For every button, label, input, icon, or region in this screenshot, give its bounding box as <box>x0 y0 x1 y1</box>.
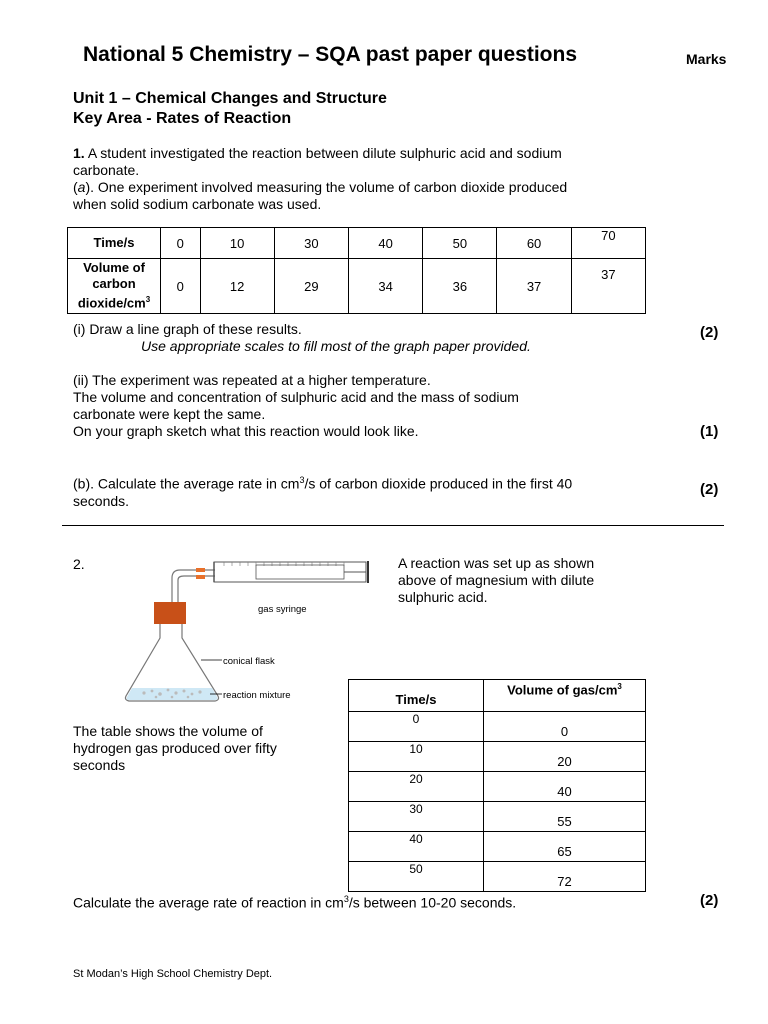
section-divider <box>62 525 724 526</box>
label-conical-flask: conical flask <box>223 656 275 667</box>
table-cell: 30 <box>274 228 348 259</box>
table-cell: 65 <box>484 832 646 862</box>
key-area-heading: Key Area - Rates of Reaction <box>73 110 292 127</box>
table-row <box>349 680 646 712</box>
q1-part-i: (i) Draw a line graph of these results. <box>73 321 302 337</box>
table-cell: 29 <box>274 259 348 314</box>
table-header-volume: Volume of carbon dioxide/$cm^3$ <box>68 259 161 314</box>
table-cell: 10 <box>349 742 484 772</box>
table-cell: 20 <box>484 742 646 772</box>
table-cell: 12 <box>200 259 274 314</box>
connector-bottom <box>196 575 205 579</box>
table-row <box>68 259 646 314</box>
table-cell: 20 <box>349 772 484 802</box>
label-reaction-mixture: reaction mixture <box>223 690 291 701</box>
q1-intro-line2: carbonate. <box>73 162 140 178</box>
q1-intro <box>73 145 653 213</box>
table-cell: 0 <box>484 712 646 742</box>
table-cell: 36 <box>423 259 497 314</box>
table-cell: 50 <box>423 228 497 259</box>
table-cell: 50 <box>349 862 484 892</box>
q1-part-b: (b). Calculate the average rate in $cm^3/s$ of carbon dioxide produced in the first 40 seconds. <box>73 475 573 509</box>
q1-intro-line1: A student investigated the reaction between dilute sulphuric acid and sodium <box>87 145 562 161</box>
q1-part-ii: (ii) The experiment was repeated at a higher temperature. The volume and concentration of sulphuric acid and the mass of sodium carbonate were kept the same. On your graph sketch what this reaction would look like. <box>73 372 519 439</box>
table-cell: 37 <box>497 259 571 314</box>
table-header-time: Time/s <box>68 228 161 259</box>
q1-part-a-line2: when solid sodium carbonate was used. <box>73 196 322 212</box>
delivery-tube-inner <box>178 576 215 602</box>
connector-top <box>196 568 205 572</box>
q1-part-a-line1: (a). One experiment involved measuring the volume of carbon dioxide produced <box>73 179 568 195</box>
q2-description: A reaction was set up as shown above of magnesium with dilute sulphuric acid. <box>398 555 595 605</box>
table-row <box>349 712 646 742</box>
table-cell: 10 <box>200 228 274 259</box>
table-cell: 0 <box>349 712 484 742</box>
table-cell: 55 <box>484 802 646 832</box>
table-header-time: Time/s <box>349 680 484 712</box>
label-gas-syringe: gas syringe <box>258 604 307 615</box>
q2-question: Calculate the average rate of reaction in $cm^3/s$ between 10-20 seconds. <box>73 894 517 911</box>
syringe-scale <box>224 562 344 566</box>
q2-table-description: The table shows the volume of hydrogen gas produced over fifty seconds <box>73 723 277 773</box>
apparatus-diagram <box>110 548 380 710</box>
q2-number: 2. <box>73 556 85 572</box>
q1-part-i-marks: (2) <box>700 324 719 341</box>
q1-part-ii-marks: (1) <box>700 423 719 440</box>
table-row <box>349 862 646 892</box>
table-cell: 34 <box>348 259 422 314</box>
table-cell: 60 <box>497 228 571 259</box>
table-cell: 72 <box>484 862 646 892</box>
q1-number: 1. <box>73 145 85 161</box>
table-cell: 30 <box>349 802 484 832</box>
q2-gas-volume-table <box>348 679 646 892</box>
table-row <box>349 832 646 862</box>
unit-heading: Unit 1 – Chemical Changes and Structure <box>73 90 387 107</box>
q1-part-i-note: Use appropriate scales to fill most of the graph paper provided. <box>141 338 531 354</box>
stopper <box>154 602 186 624</box>
marks-column-heading: Marks <box>686 51 727 67</box>
table-cell: 40 <box>348 228 422 259</box>
syringe-plunger <box>256 565 344 579</box>
table-cell: 40 <box>484 772 646 802</box>
table-cell: 0 <box>161 259 201 314</box>
q2-marks: (2) <box>700 892 719 909</box>
table-cell: 70 <box>571 228 645 259</box>
table-cell: 37 <box>571 259 645 314</box>
q1-results-table <box>67 227 646 314</box>
table-row <box>68 228 646 259</box>
table-row <box>349 742 646 772</box>
table-cell: 0 <box>161 228 201 259</box>
page-title: National 5 Chemistry – SQA past paper questions <box>83 43 578 66</box>
table-row <box>349 772 646 802</box>
q1-part-b-marks: (2) <box>700 481 719 498</box>
table-row <box>349 802 646 832</box>
table-cell: 40 <box>349 832 484 862</box>
table-header-volume: Volume of gas/$cm^3$ <box>484 680 646 712</box>
footer-school-name: St Modan’s High School Chemistry Dept. <box>73 968 273 980</box>
